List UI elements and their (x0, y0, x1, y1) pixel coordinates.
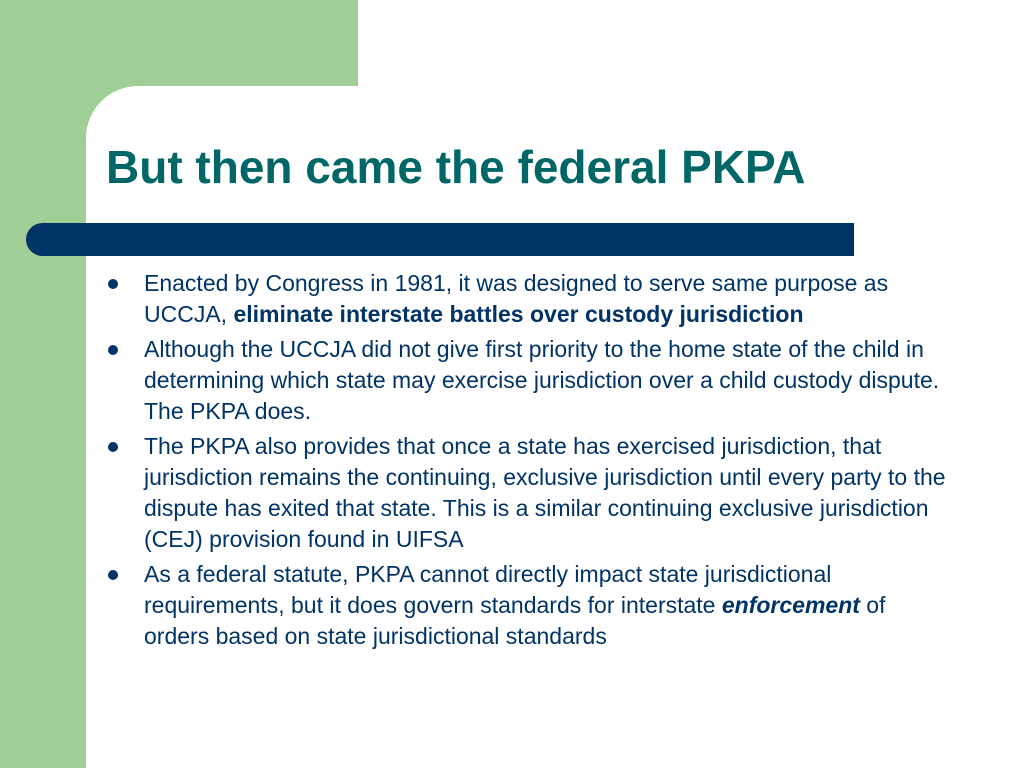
bullet-list (108, 268, 948, 656)
bullet-dot-icon (108, 345, 118, 355)
title-underline-bar (26, 223, 854, 256)
bullet-1-text: Enacted by Congress in 1981, it was designed to serve same purpose as UCCJA, (144, 270, 889, 327)
bullet-3-text: The PKPA also provides that once a state has exercised jurisdiction, that jurisdiction remains the continuing, exclusive jurisdiction until every party to the dispute has exited that state. This is a similar continuing exclusive jurisdiction (CEJ) provision found in UIFSA (144, 433, 946, 552)
bullet-4-emphasis-text: enforcement (721, 592, 860, 618)
bullet-dot-icon (108, 279, 118, 289)
bullet-item-2 (108, 334, 948, 427)
bullet-item-1 (108, 268, 948, 330)
bullet-item-4 (108, 559, 948, 652)
bullet-4-text-end: of orders based on state jurisdictional standards (144, 592, 886, 649)
bullet-dot-icon (108, 570, 118, 580)
bullet-dot-icon (108, 442, 118, 452)
bullet-1-bold-text: eliminate interstate battles over custody jurisdiction (233, 301, 804, 327)
bullet-4-text: As a federal statute, PKPA cannot directly impact state jurisdictional requirements, but it does govern standards for interstate (144, 561, 832, 618)
slide-title: But then came the federal PKPA (106, 141, 806, 193)
bullet-2-text: Although the UCCJA did not give first priority to the home state of the child in determining which state may exercise jurisdiction over a child custody dispute. The PKPA does. (144, 336, 940, 424)
bullet-item-3 (108, 431, 948, 555)
